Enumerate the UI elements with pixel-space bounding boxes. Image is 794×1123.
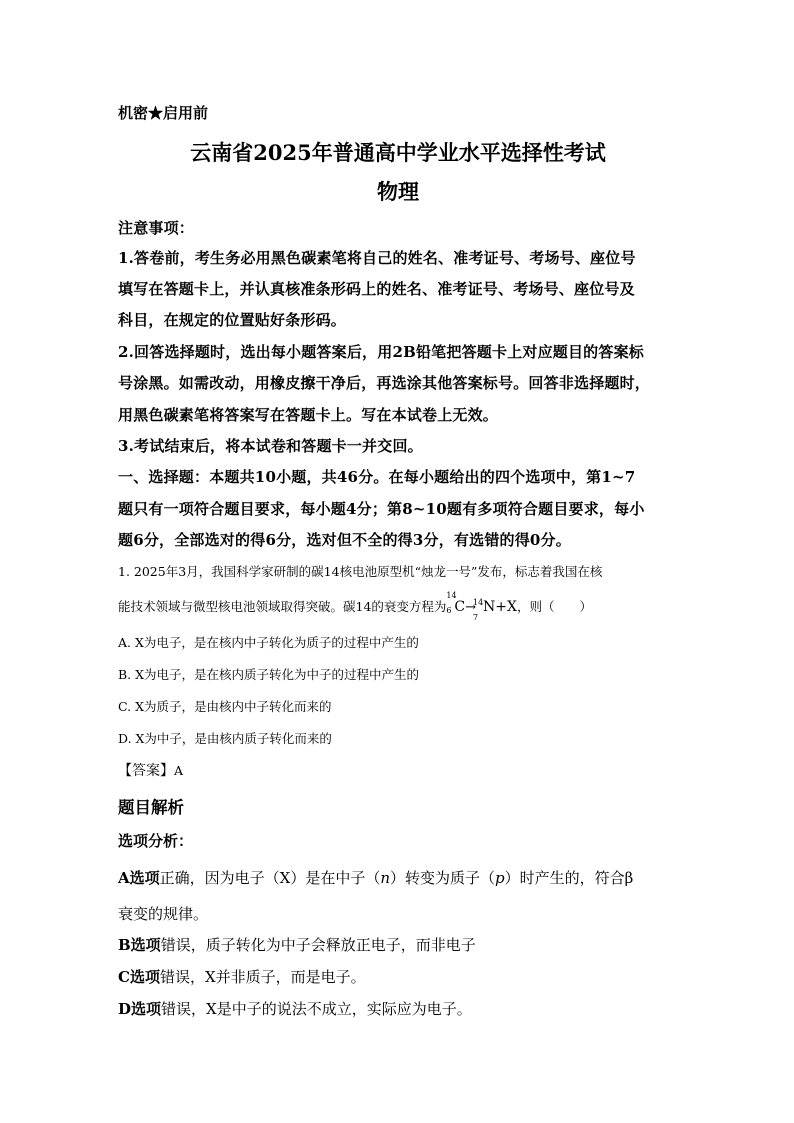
neutron-symbol: n: [380, 869, 390, 887]
notice-item-1-line-3: 科目，在规定的位置贴好条形码。: [118, 311, 347, 329]
analysis-c-label: C选项: [118, 968, 160, 986]
analysis-a-line-2: 衰变的规律。: [118, 905, 209, 923]
analysis-a-text-3: ）时产生的，符合β: [504, 869, 634, 887]
option-d: D. X为中子，是由核内质子转化而来的: [118, 731, 332, 746]
notice-heading: 注意事项：: [118, 219, 195, 237]
analysis-b-text: 错误，质子转化为中子会释放正电子，而非电子: [160, 936, 476, 954]
option-a: A. X为电子，是在核内中子转化为质子的过程中产生的: [118, 635, 419, 650]
analysis-c-text: 错误，X并非质子，而是电子。: [159, 968, 366, 986]
nitrogen-mass-number: 14: [473, 598, 484, 607]
carbon-symbol: C: [454, 599, 466, 615]
question-1-line-2: [118, 591, 593, 622]
carbon-atomic-number: 6: [446, 606, 452, 615]
decay-product: +X: [495, 599, 517, 615]
option-b: B. X为电子，是在核内质子转化为中子的过程中产生的: [118, 667, 420, 682]
notice-item-1-line-2: 填写在答题卡上，并认真核准条形码上的姓名、准考证号、考场号、座位号及: [118, 280, 635, 298]
analysis-a-text-1: 正确，因为电子（X）是在中子（: [159, 869, 381, 887]
answer-value: A: [174, 763, 184, 778]
confidential-mark: 机密★启用前: [118, 104, 209, 122]
notice-item-2-line-2: 号涂黑。如需改动，用橡皮擦干净后，再选涂其他答案标号。回答非选择题时，: [118, 374, 651, 392]
notice-item-2-line-3: 用黑色碳素笔将答案写在答题卡上。写在本试卷上无效。: [118, 406, 499, 424]
decay-arrow: →: [465, 600, 477, 615]
answer-line: [118, 760, 183, 780]
decay-equation: [446, 591, 517, 622]
analysis-d-text: 错误，X是中子的说法不成立，实际应为电子。: [161, 1000, 472, 1018]
analysis-c: [118, 966, 366, 987]
section-line-2: 题只有一项符合题目要求，每小题4分；第8~10题有多项符合题目要求，每小: [118, 500, 645, 518]
subject-title: 物理: [377, 179, 419, 204]
exam-title: 云南省2025年普通高中学业水平选择性考试: [190, 140, 606, 165]
nitrogen-atomic-number: 7: [473, 613, 479, 622]
question-1-line-1: 1. 2025年3月，我国科学家研制的碳14核电池原型机“烛龙一号”发布，标志着我国在核: [118, 564, 603, 579]
nitrogen-symbol: N: [483, 599, 496, 615]
question-1-stem-end: ，则（ ）: [517, 599, 593, 614]
answer-label: 【答案】: [118, 763, 174, 779]
section-line-3: 题6分，全部选对的得6分，选对但不全的得3分，有选错的得0分。: [118, 531, 571, 549]
analysis-a-label: A选项: [118, 869, 160, 887]
analysis-b-label: B选项: [118, 936, 161, 954]
analysis-a-text-2: ）转变为质子（: [390, 869, 496, 887]
carbon-mass-number: 14: [446, 591, 457, 600]
analysis-subheading: 选项分析：: [118, 832, 194, 850]
notice-item-2-line-1: 2.回答选择题时，选出每小题答案后，用2B铅笔把答题卡上对应题目的答案标: [118, 343, 644, 361]
notice-item-1-line-1: 1.答卷前，考生务必用黑色碳素笔将自己的姓名、准考证号、考场号、座位号: [118, 249, 636, 267]
option-c: C. X为质子，是由核内中子转化而来的: [118, 699, 332, 714]
question-1-stem-text: 能技术领域与微型核电池领域取得突破。碳14的衰变方程为: [118, 599, 447, 614]
section-line-1: 一、选择题：本题共10小题，共46分。在每小题给出的四个选项中，第1~7: [118, 468, 636, 486]
notice-item-3-line-1: 3.考试结束后，将本试卷和答题卡一并交回。: [118, 437, 423, 455]
analysis-a-line-1: [118, 867, 633, 888]
analysis-heading: 题目解析: [118, 798, 184, 817]
analysis-d: [118, 998, 472, 1019]
proton-symbol: p: [495, 869, 505, 887]
analysis-d-label: D选项: [118, 1000, 162, 1018]
analysis-b: [118, 934, 476, 955]
